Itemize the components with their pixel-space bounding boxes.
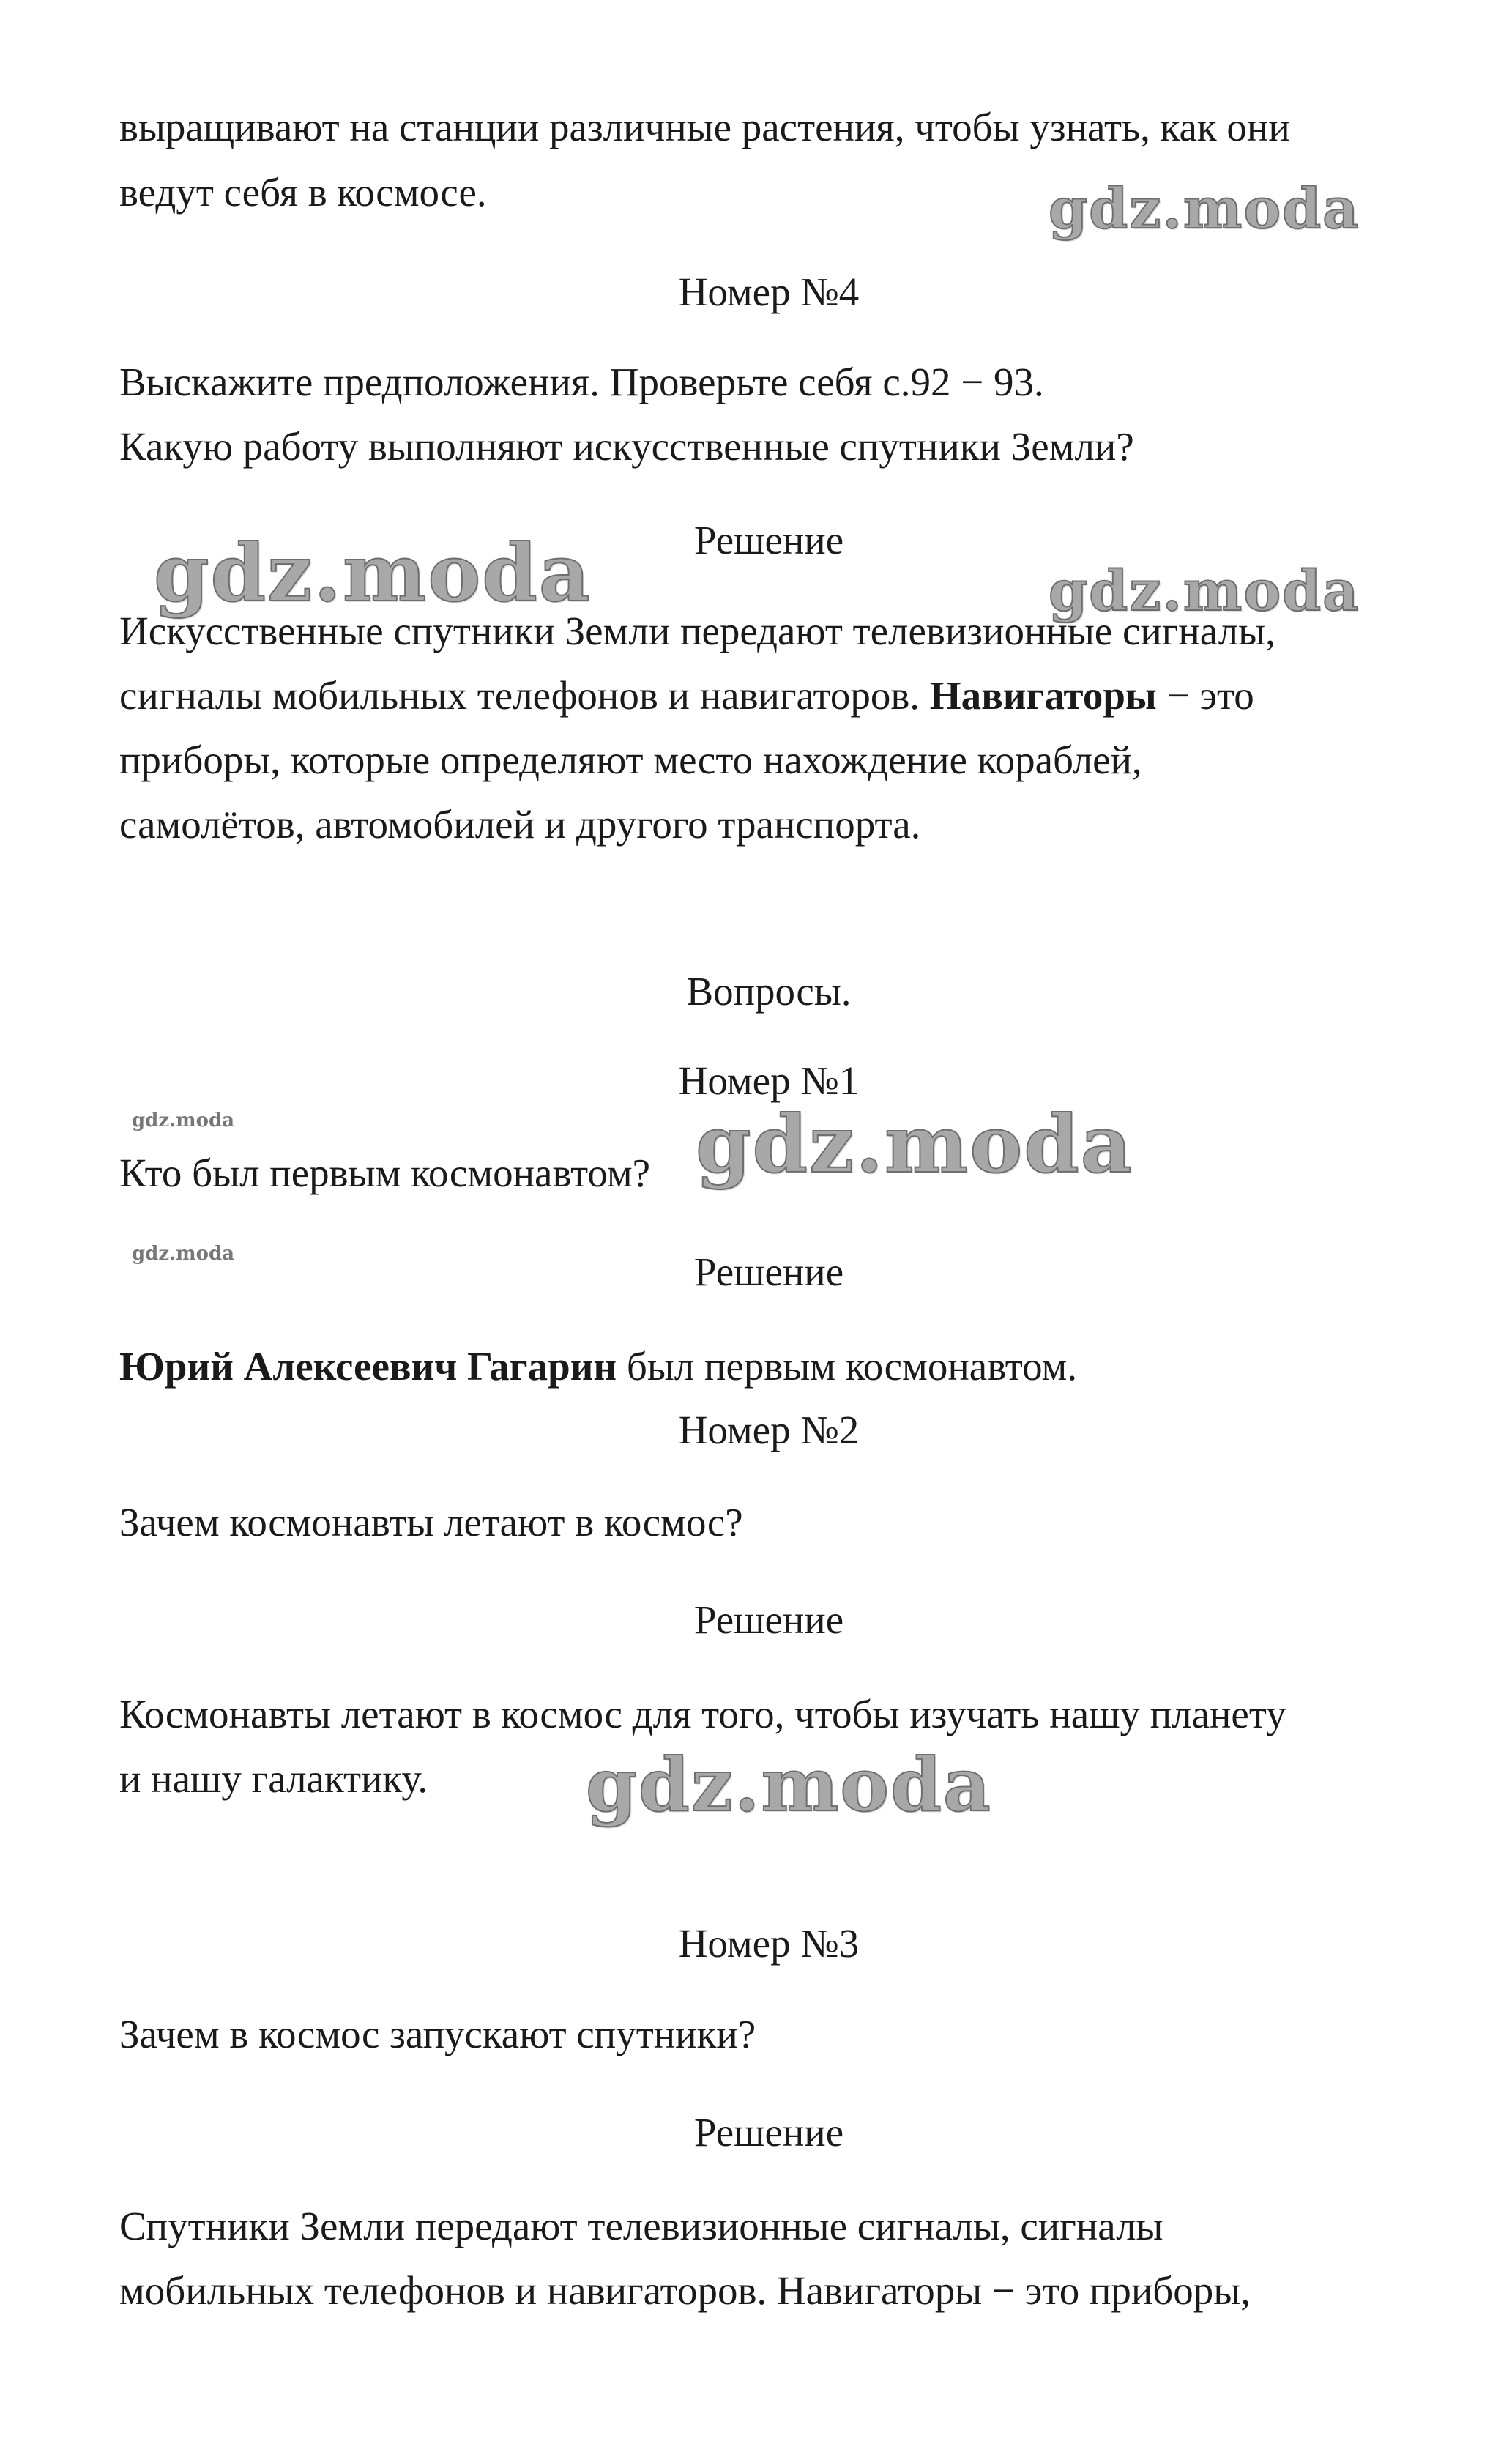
- q3-question: Зачем в космос запускают спутники?: [119, 2012, 756, 2056]
- q3-solution-heading: Решение: [693, 2110, 844, 2155]
- task4-answer-line-1: Искусственные спутники Земли передают телевизионные сигналы,: [119, 609, 1275, 653]
- watermark-logo-small: gdz.moda: [132, 1110, 235, 1131]
- task4-heading: Номер №4: [678, 270, 860, 314]
- q2-solution-heading: Решение: [693, 1597, 844, 1642]
- q1-solution-heading: Решение: [693, 1249, 844, 1294]
- watermark-logo: gdz.moda: [696, 1099, 1133, 1191]
- q1-question: Кто был первым космонавтом?: [119, 1151, 651, 1195]
- q3-answer-line-1: Спутники Земли передают телевизионные сигналы, сигналы: [119, 2204, 1163, 2248]
- watermark-logo: gdz.moda: [586, 1742, 992, 1828]
- intro-line-2: ведут себя в космосе.: [119, 170, 487, 215]
- q3-heading: Номер №3: [678, 1921, 860, 1966]
- q1-answer-rest: был первым космонавтом.: [617, 1344, 1078, 1389]
- task4-answer-line-4: самолётов, автомобилей и другого транспорта.: [119, 802, 921, 847]
- watermark-logo: gdz.moda: [1049, 558, 1360, 623]
- task4-question-line-1: Выскажите предположения. Проверьте себя с.92 − 93.: [119, 360, 1044, 404]
- task4-solution-heading: Решение: [693, 518, 844, 562]
- task4-answer-term-navigators: Навигаторы: [929, 673, 1157, 718]
- watermark-logo-small: gdz.moda: [132, 1243, 235, 1265]
- watermark-logo: gdz.moda: [1049, 176, 1360, 241]
- task4-answer-line-2-end: − это: [1156, 673, 1254, 718]
- q3-answer-line-2: мобильных телефонов и навигаторов. Навигаторы − это приборы,: [119, 2268, 1251, 2313]
- task4-answer-line-2-start: сигналы мобильных телефонов и навигаторов.: [119, 673, 930, 718]
- task4-answer-line-3: приборы, которые определяют место нахождение кораблей,: [119, 737, 1142, 782]
- task4-answer-line-2: [119, 664, 1254, 728]
- questions-heading: Вопросы.: [686, 969, 852, 1014]
- q2-answer-line-2: и нашу галактику.: [119, 1756, 428, 1801]
- q2-question: Зачем космонавты летают в космос?: [119, 1500, 743, 1545]
- q2-heading: Номер №2: [678, 1408, 860, 1452]
- intro-line-1: выращивают на станции различные растения, чтобы узнать, как они: [119, 105, 1290, 149]
- task4-question-line-2: Какую работу выполняют искусственные спутники Земли?: [119, 424, 1134, 469]
- q1-answer: [119, 1334, 1077, 1399]
- watermark-logo: gdz.moda: [154, 527, 592, 620]
- q2-answer-line-1: Космонавты летают в космос для того, чтобы изучать нашу планету: [119, 1692, 1286, 1736]
- q1-answer-name: Юрий Алексеевич Гагарин: [119, 1344, 617, 1389]
- q1-heading: Номер №1: [678, 1058, 860, 1103]
